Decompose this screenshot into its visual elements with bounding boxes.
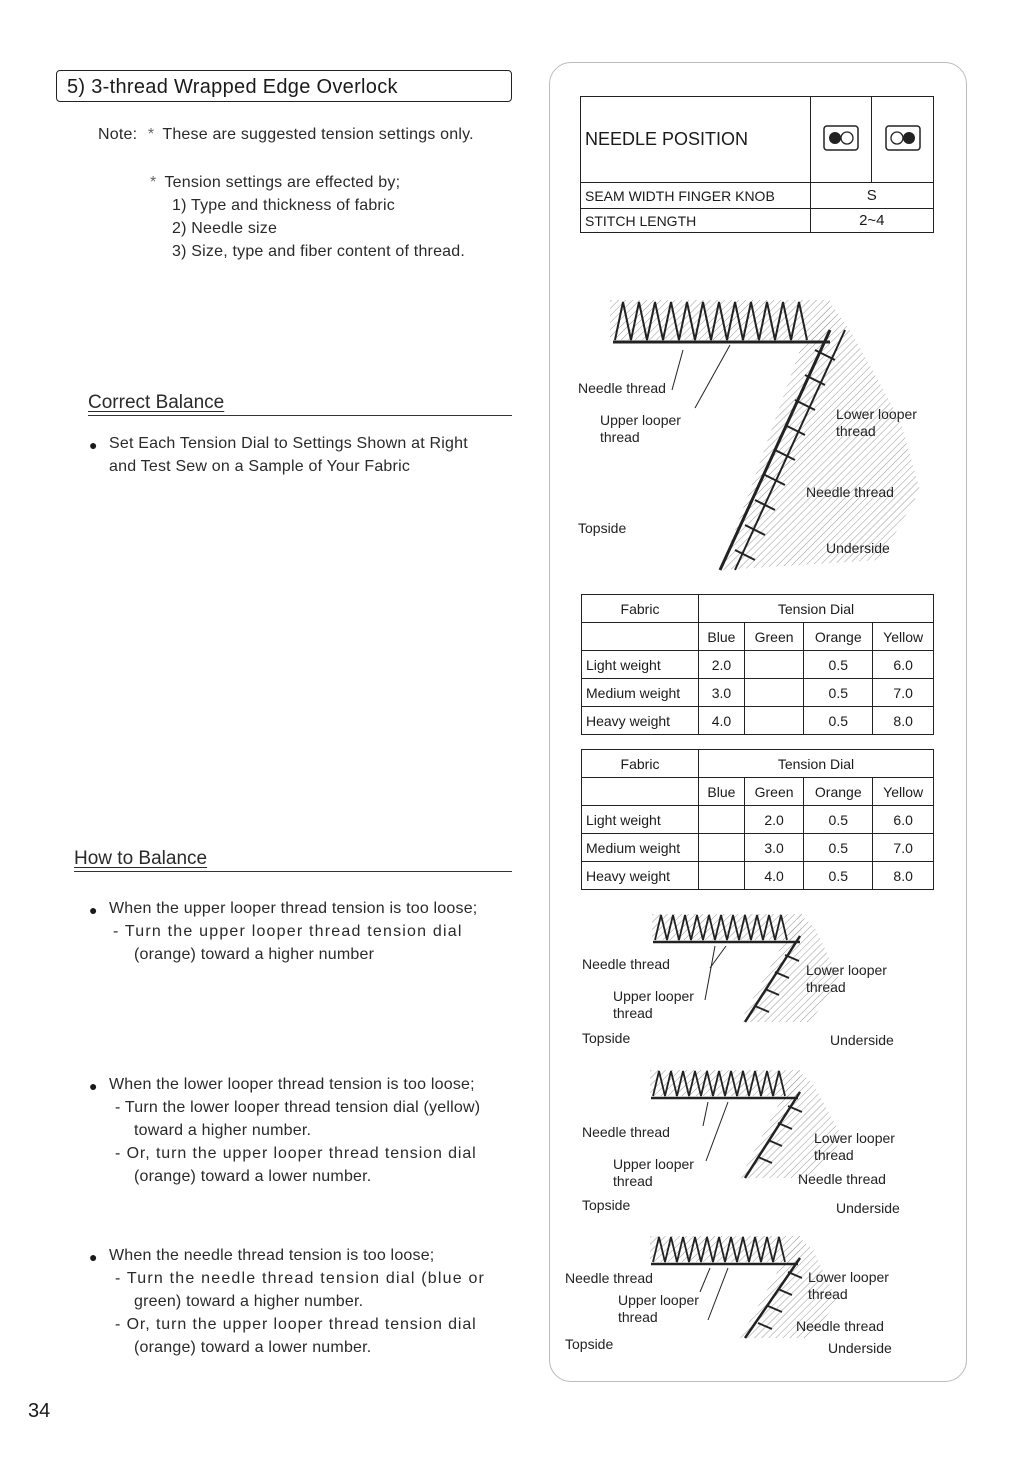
note-line-1 [98, 126, 474, 144]
bullet-icon: ● [89, 1078, 98, 1094]
col-orange: Orange [804, 623, 873, 651]
bullet-icon: ● [89, 437, 98, 453]
section-title: 5) 3-thread Wrapped Edge Overlock [56, 70, 512, 102]
d1-upper-looper-label: Upper looper thread [613, 988, 694, 1021]
d2-lower-looper-label: Lower looper thread [814, 1130, 895, 1163]
col-yellow: Yellow [873, 778, 934, 806]
table-row: Heavy weight 4.0 0.5 8.0 [582, 862, 934, 890]
note-item-1: 1) Type and thickness of fabric [172, 197, 395, 214]
balance-bullet-2: When the lower looper thread tension is too loose; - Turn the lower looper thread tension dial (yellow) toward a higher number. - Or, turn the upper looper thread tension dial (orange) toward a lower number. [109, 1076, 481, 1185]
balance-bullet-3: When the needle thread tension is too loose; - Turn the needle thread tension dial (blue or green) toward a higher number. - Or, turn the upper looper thread tension dial (orange) toward a lower number. [109, 1247, 486, 1356]
lower-looper-label: Lower looper thread [836, 406, 917, 439]
d2-needle-thread-label: Needle thread [582, 1124, 670, 1140]
col-green: Green [744, 623, 803, 651]
table-row: Light weight 2.0 0.5 6.0 [582, 806, 934, 834]
fabric-header: Fabric [582, 750, 699, 778]
note-line-2 [150, 174, 400, 192]
stitch-length-value: 2~4 [810, 209, 933, 233]
upper-looper-label: Upper looper thread [600, 412, 681, 445]
table-row: Light weight 2.0 0.5 6.0 [582, 651, 934, 679]
stitch-length-label: STITCH LENGTH [581, 209, 811, 233]
needle-thread-under-label: Needle thread [806, 484, 894, 500]
col-green: Green [744, 778, 803, 806]
d1-needle-thread-label: Needle thread [582, 956, 670, 972]
seam-width-label: SEAM WIDTH FINGER KNOB [581, 183, 811, 209]
d1-underside-label: Underside [830, 1032, 894, 1048]
bullet-icon: ● [89, 902, 98, 918]
note-label: Note: [98, 126, 138, 143]
note-text-1: These are suggested tension settings only. [162, 126, 474, 143]
d1-topside-label: Topside [582, 1030, 631, 1046]
underside-label: Underside [826, 540, 890, 556]
col-yellow: Yellow [873, 623, 934, 651]
d2-underside-label: Underside [836, 1200, 900, 1216]
correct-balance-heading: Correct Balance [88, 392, 512, 416]
fabric-header: Fabric [582, 595, 699, 623]
d3-needle-thread-under-label: Needle thread [796, 1318, 884, 1334]
col-blue: Blue [699, 778, 745, 806]
d3-topside-label: Topside [565, 1336, 614, 1352]
table-row: Medium weight 3.0 0.5 7.0 [582, 679, 934, 707]
d3-lower-looper-label: Lower looper thread [808, 1269, 889, 1302]
star-icon: * [147, 126, 155, 143]
bullet-icon: ● [89, 1249, 98, 1265]
note-item-2: 2) Needle size [172, 220, 278, 237]
tension-table-2 [581, 749, 934, 890]
page-number: 34 [28, 1400, 51, 1422]
needle-position-header: NEEDLE POSITION [581, 97, 811, 183]
tension-table-1 [581, 594, 934, 735]
table-row: Heavy weight 4.0 0.5 8.0 [582, 707, 934, 735]
tension-dial-header: Tension Dial [699, 750, 934, 778]
needle-right-cell [872, 97, 934, 183]
table-row: Medium weight 3.0 0.5 7.0 [582, 834, 934, 862]
d1-lower-looper-label: Lower looper thread [806, 962, 887, 995]
needle-right-icon [885, 125, 921, 151]
needle-thread-label: Needle thread [578, 380, 666, 396]
seam-width-value: S [810, 183, 933, 209]
star-icon: * [150, 174, 157, 191]
needle-position-table [580, 96, 934, 233]
correct-balance-text: Set Each Tension Dial to Settings Shown at Right and Test Sew on a Sample of Your Fabric [109, 435, 468, 475]
d3-needle-thread-label: Needle thread [565, 1270, 653, 1286]
balance-bullet-1: When the upper looper thread tension is too loose; - Turn the upper looper thread tension dial (orange) toward a higher number [109, 900, 478, 963]
needle-left-icon [823, 125, 859, 151]
d3-upper-looper-label: Upper looper thread [618, 1292, 699, 1325]
col-orange: Orange [804, 778, 873, 806]
d3-underside-label: Underside [828, 1340, 892, 1356]
tension-dial-header: Tension Dial [699, 595, 934, 623]
col-blue: Blue [699, 623, 745, 651]
d2-topside-label: Topside [582, 1197, 631, 1213]
note-text-2: Tension settings are effected by; [164, 174, 401, 191]
note-item-3: 3) Size, type and fiber content of thread. [172, 243, 466, 260]
d2-upper-looper-label: Upper looper thread [613, 1156, 694, 1189]
how-to-balance-heading: How to Balance [74, 848, 512, 872]
d2-needle-thread-under-label: Needle thread [798, 1171, 886, 1187]
topside-label: Topside [578, 520, 627, 536]
needle-left-cell [810, 97, 872, 183]
